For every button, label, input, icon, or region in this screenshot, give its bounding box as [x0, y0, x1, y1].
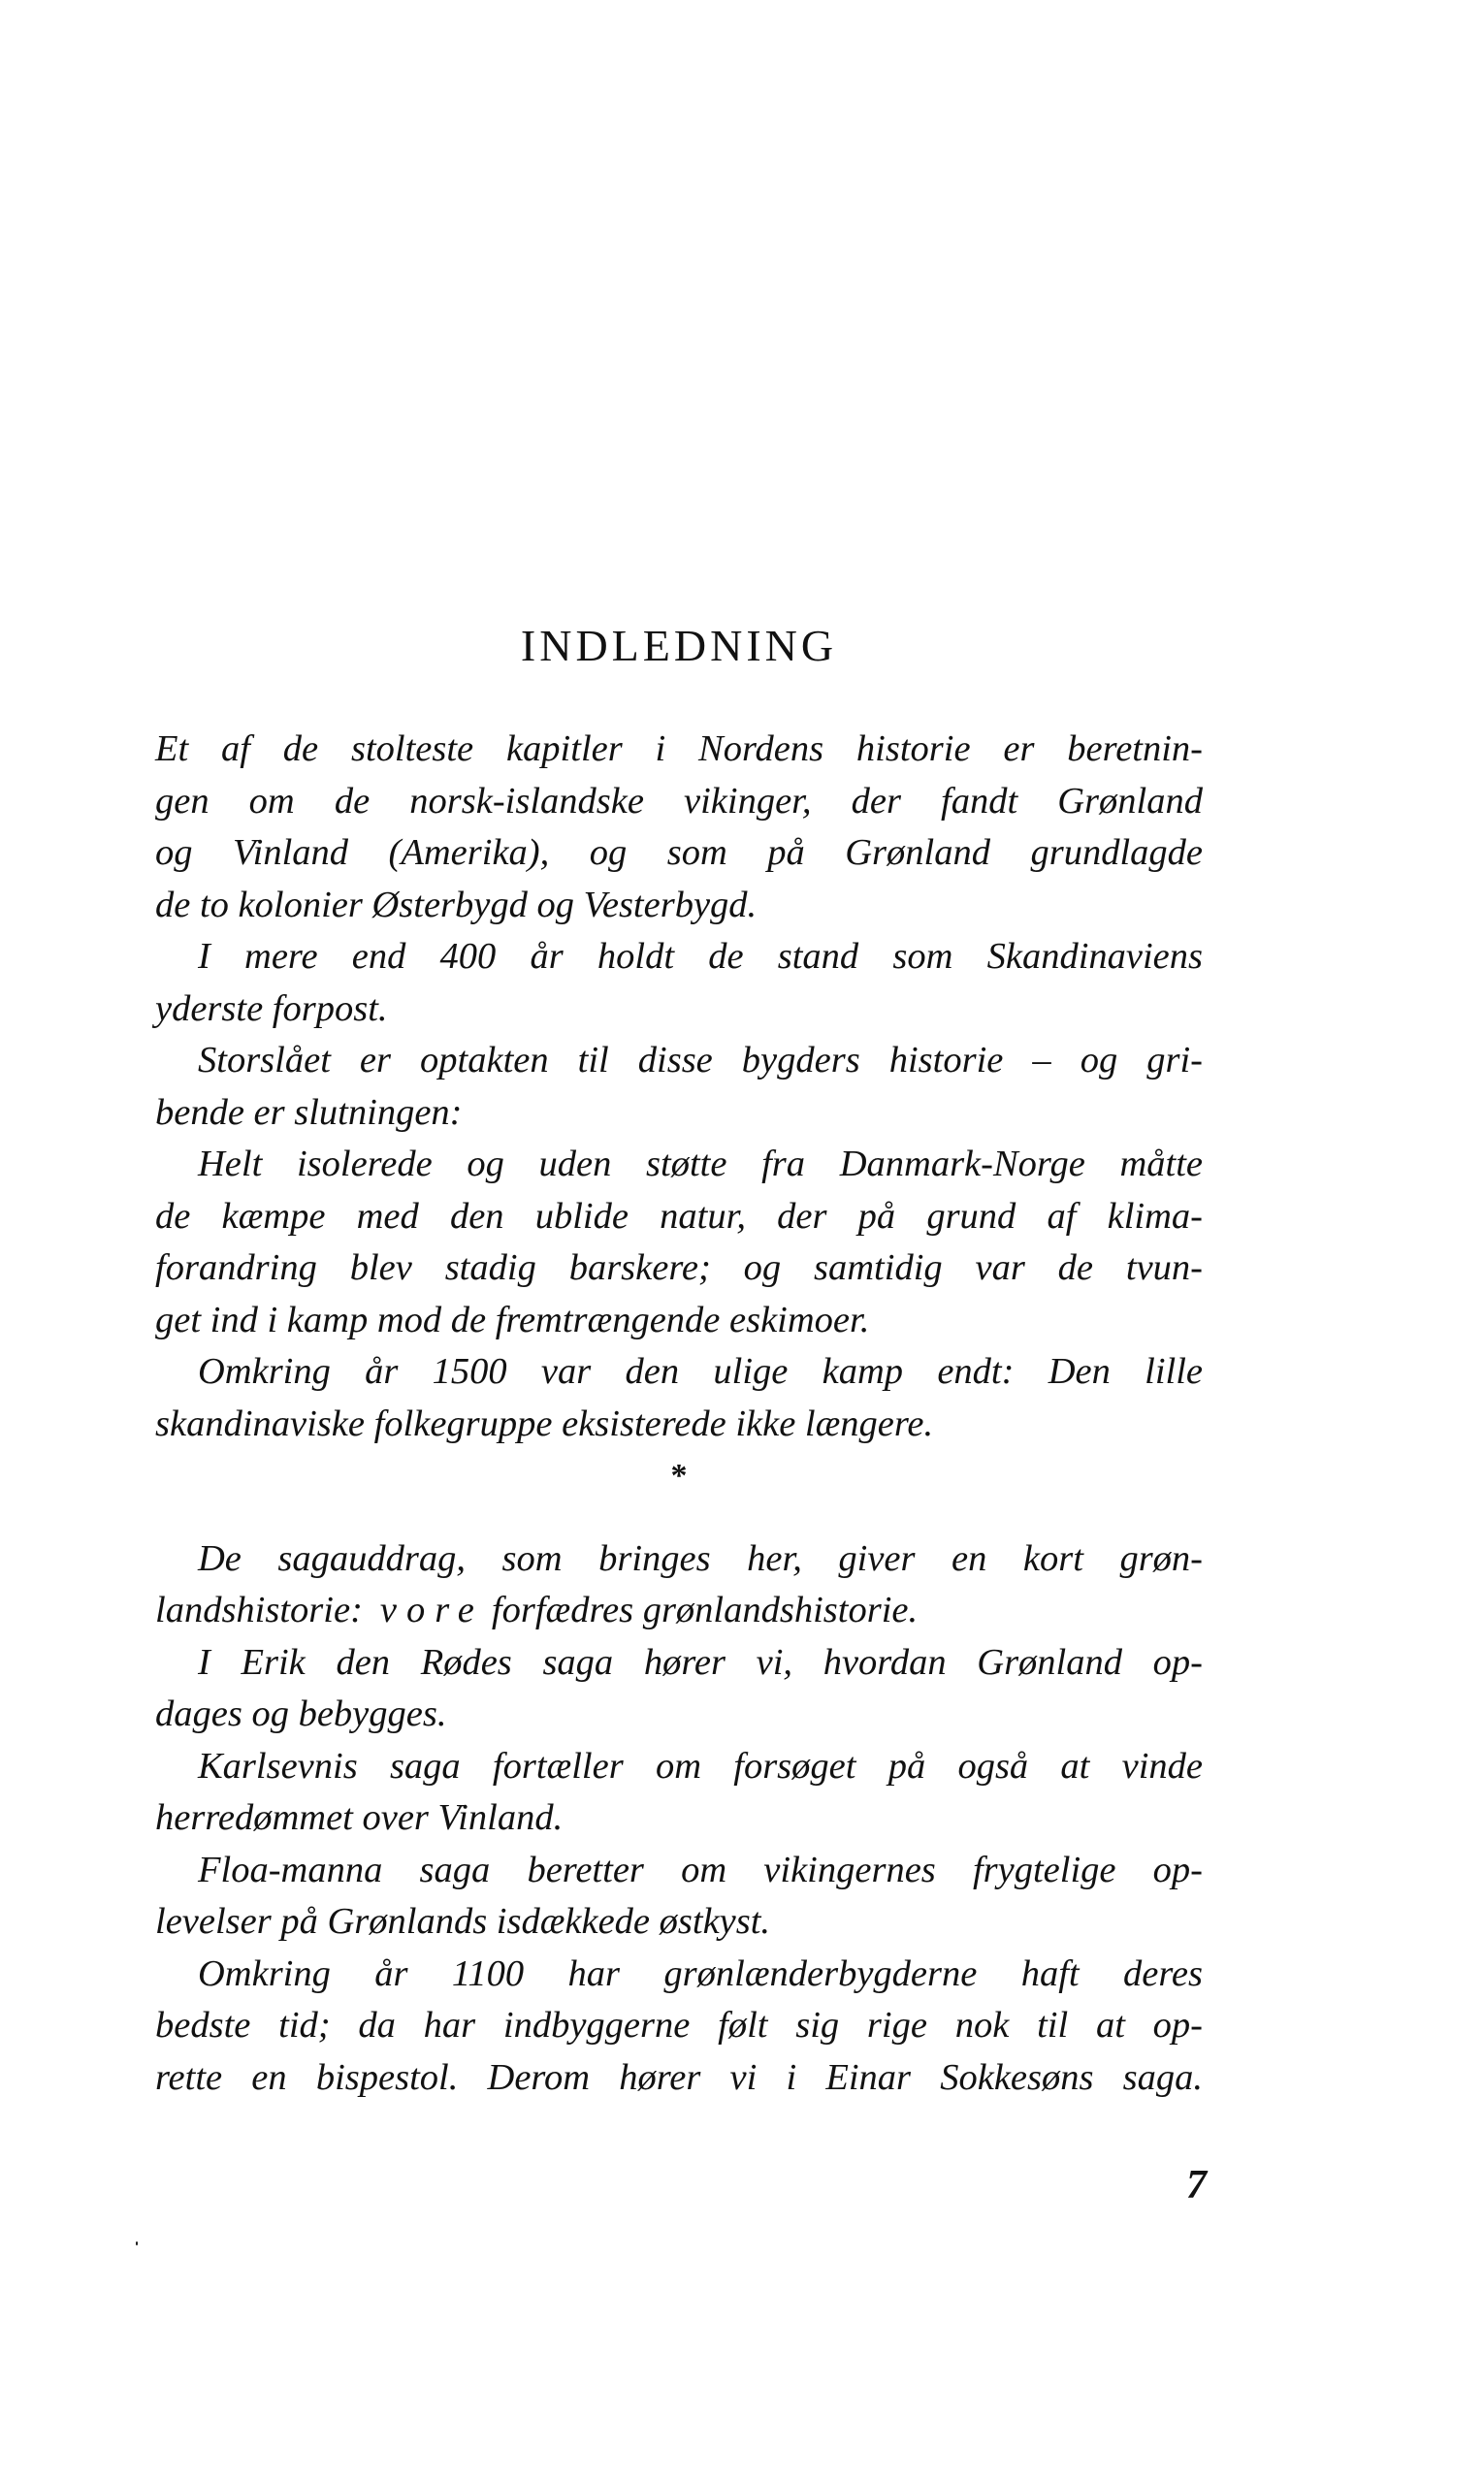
scan-speck [136, 2241, 138, 2245]
chapter-title: INDLEDNING [520, 621, 838, 670]
text-line: levelser på Grønlands isdækkede østkyst. [155, 1901, 771, 1942]
text-line: gen om de norsk-islandske vikinger, der fandt Grønland [155, 780, 1203, 822]
text-line: Omkring år 1100 har grønlænderbygderne haft deres [198, 1952, 1203, 1994]
text-line: bedste tid; da har indbyggerne følt sig rige nok til at op- [155, 2005, 1203, 2046]
text-line-tail: forfædres grønlandshistorie. [491, 1590, 919, 1630]
text-line: bende er slutningen: [155, 1091, 463, 1133]
section-separator-asterisk: * [670, 1458, 688, 1494]
text-line: Et af de stolteste kapitler i Nordens historie er beretnin- [155, 728, 1203, 769]
text-line: dages og bebygges. [155, 1693, 447, 1734]
text-line: get ind i kamp mod de fremtrængende eskimoer. [155, 1299, 870, 1340]
text-line: Karlsevnis saga fortæller om forsøget på også at vinde [198, 1745, 1203, 1787]
text-line: Floa-manna saga beretter om vikingernes frygtelige op- [198, 1849, 1203, 1890]
text-line: Omkring år 1500 var den ulige kamp endt: Den lille [198, 1351, 1203, 1392]
text-line: rette en bispestol. Derom hører vi i Einar Sokkesøns saga. [155, 2056, 1203, 2098]
text-line: de kæmpe med den ublide natur, der på grund af klima- [155, 1195, 1203, 1237]
text-line: I Erik den Rødes saga hører vi, hvordan Grønland op- [198, 1641, 1203, 1683]
text-line: herredømmet over Vinland. [155, 1797, 564, 1838]
text-line: yderste forpost. [155, 987, 388, 1029]
text-line-lead: landshistorie: [155, 1590, 363, 1630]
text-line: I mere end 400 år holdt de stand som Skandinaviens [198, 936, 1203, 977]
text-line: Helt isolerede og uden støtte fra Danmark-Norge måtte [198, 1144, 1203, 1184]
page-number: 7 [1186, 2163, 1207, 2208]
text-line: Storslået er optakten til disse bygders historie – og gri- [198, 1040, 1203, 1080]
text-line: forandring blev stadig barskere; og samtidig var de tvun- [155, 1247, 1203, 1288]
text-line: De sagauddrag, som bringes her, giver en kort grøn- [198, 1537, 1203, 1579]
text-line [155, 1585, 1203, 1636]
text-line: og Vinland (Amerika), og som på Grønland grundlagde [155, 832, 1203, 873]
emphasized-word: vore [379, 1590, 484, 1630]
text-line: de to kolonier Østerbygd og Vesterbygd. [155, 884, 758, 925]
text-line: skandinaviske folkegruppe eksisterede ikke længere. [155, 1403, 934, 1444]
